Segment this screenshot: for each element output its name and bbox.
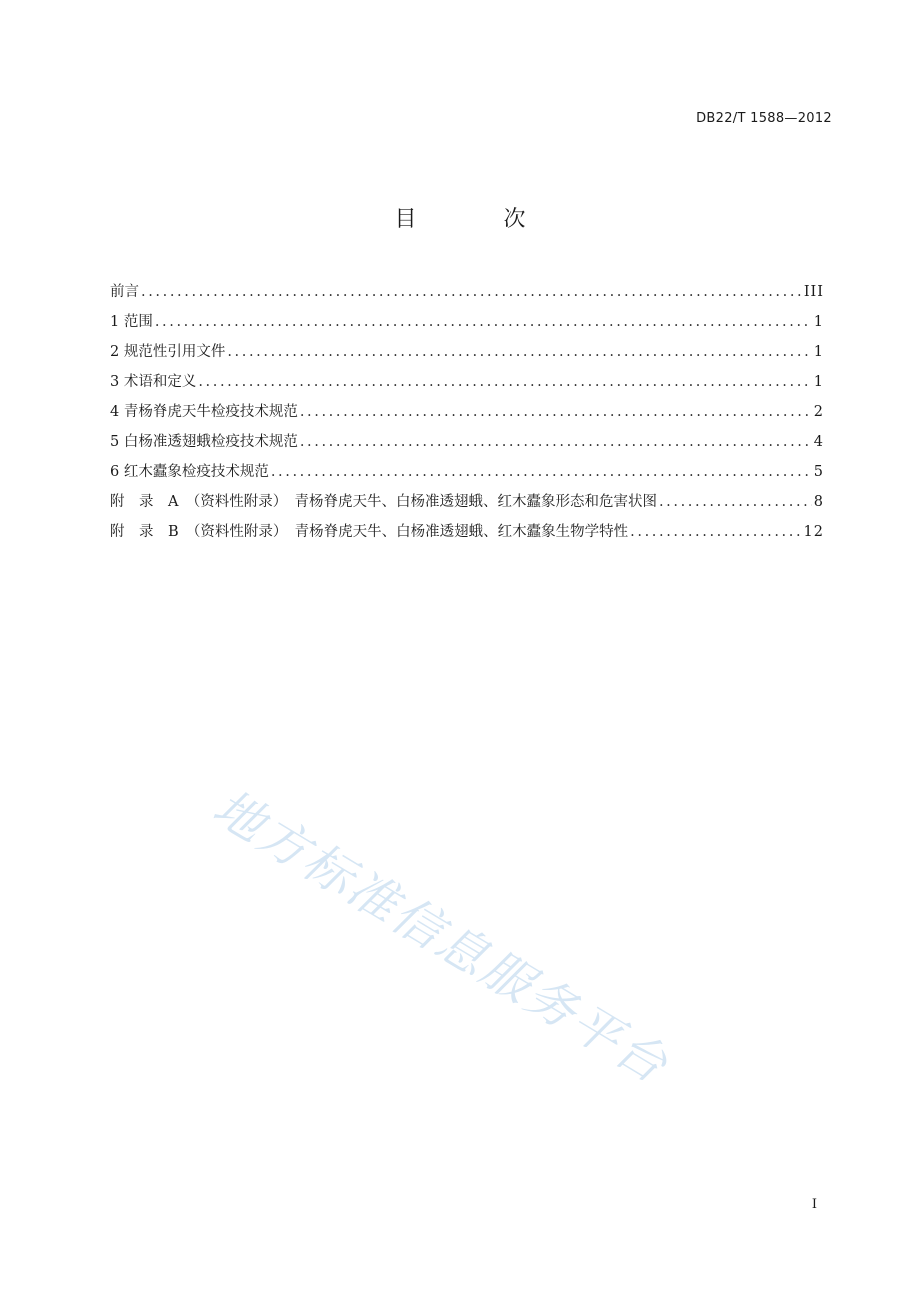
table-of-contents — [110, 280, 824, 550]
toc-entry-page: 5 — [813, 464, 824, 480]
toc-entry-label: 附 录 A （资料性附录） 青杨脊虎天牛、白杨准透翅蛾、红木蠹象形态和危害状图 — [110, 494, 657, 510]
toc-entry-appendix-a[interactable] — [110, 490, 824, 520]
toc-entry-page: III — [803, 284, 824, 300]
toc-entry-section-4[interactable] — [110, 400, 824, 430]
toc-leader-dots — [198, 374, 811, 390]
toc-entry-normative-references[interactable] — [110, 340, 824, 370]
toc-entry-label: 3 术语和定义 — [110, 374, 197, 390]
toc-leader-dots — [300, 434, 812, 450]
toc-entry-label: 4 青杨脊虎天牛检疫技术规范 — [110, 404, 298, 420]
toc-leader-dots — [630, 524, 801, 540]
toc-leader-dots — [141, 284, 802, 300]
toc-entry-label: 1 范围 — [110, 314, 153, 330]
toc-entry-foreword[interactable] — [110, 280, 824, 310]
toc-entry-appendix-b[interactable] — [110, 520, 824, 550]
document-code: DB22/T 1588—2012 — [696, 111, 832, 126]
toc-leader-dots — [155, 314, 812, 330]
toc-entry-section-6[interactable] — [110, 460, 824, 490]
toc-entry-page: 1 — [813, 314, 824, 330]
toc-entry-label: 5 白杨准透翅蛾检疫技术规范 — [110, 434, 298, 450]
toc-entry-page: 1 — [813, 374, 824, 390]
toc-entry-page: 1 — [813, 344, 824, 360]
toc-entry-scope[interactable] — [110, 310, 824, 340]
toc-entry-section-5[interactable] — [110, 430, 824, 460]
toc-entry-page: 4 — [813, 434, 824, 450]
toc-entry-page: 8 — [813, 494, 824, 510]
toc-leader-dots — [659, 494, 812, 510]
toc-entry-page: 12 — [803, 524, 824, 540]
toc-leader-dots — [271, 464, 812, 480]
toc-entry-terms-definitions[interactable] — [110, 370, 824, 400]
toc-entry-label: 附 录 B （资料性附录） 青杨脊虎天牛、白杨准透翅蛾、红木蠹象生物学特性 — [110, 524, 629, 540]
toc-entry-page: 2 — [813, 404, 824, 420]
toc-entry-label: 6 红木蠹象检疫技术规范 — [110, 464, 269, 480]
toc-leader-dots — [300, 404, 812, 420]
toc-entry-label: 前言 — [110, 284, 139, 300]
toc-entry-label: 2 规范性引用文件 — [110, 344, 226, 360]
watermark: 地方标准信息服务平台 — [203, 778, 679, 1096]
toc-leader-dots — [227, 344, 811, 360]
toc-title: 目 次 — [394, 207, 566, 232]
page-number: I — [811, 1197, 817, 1212]
